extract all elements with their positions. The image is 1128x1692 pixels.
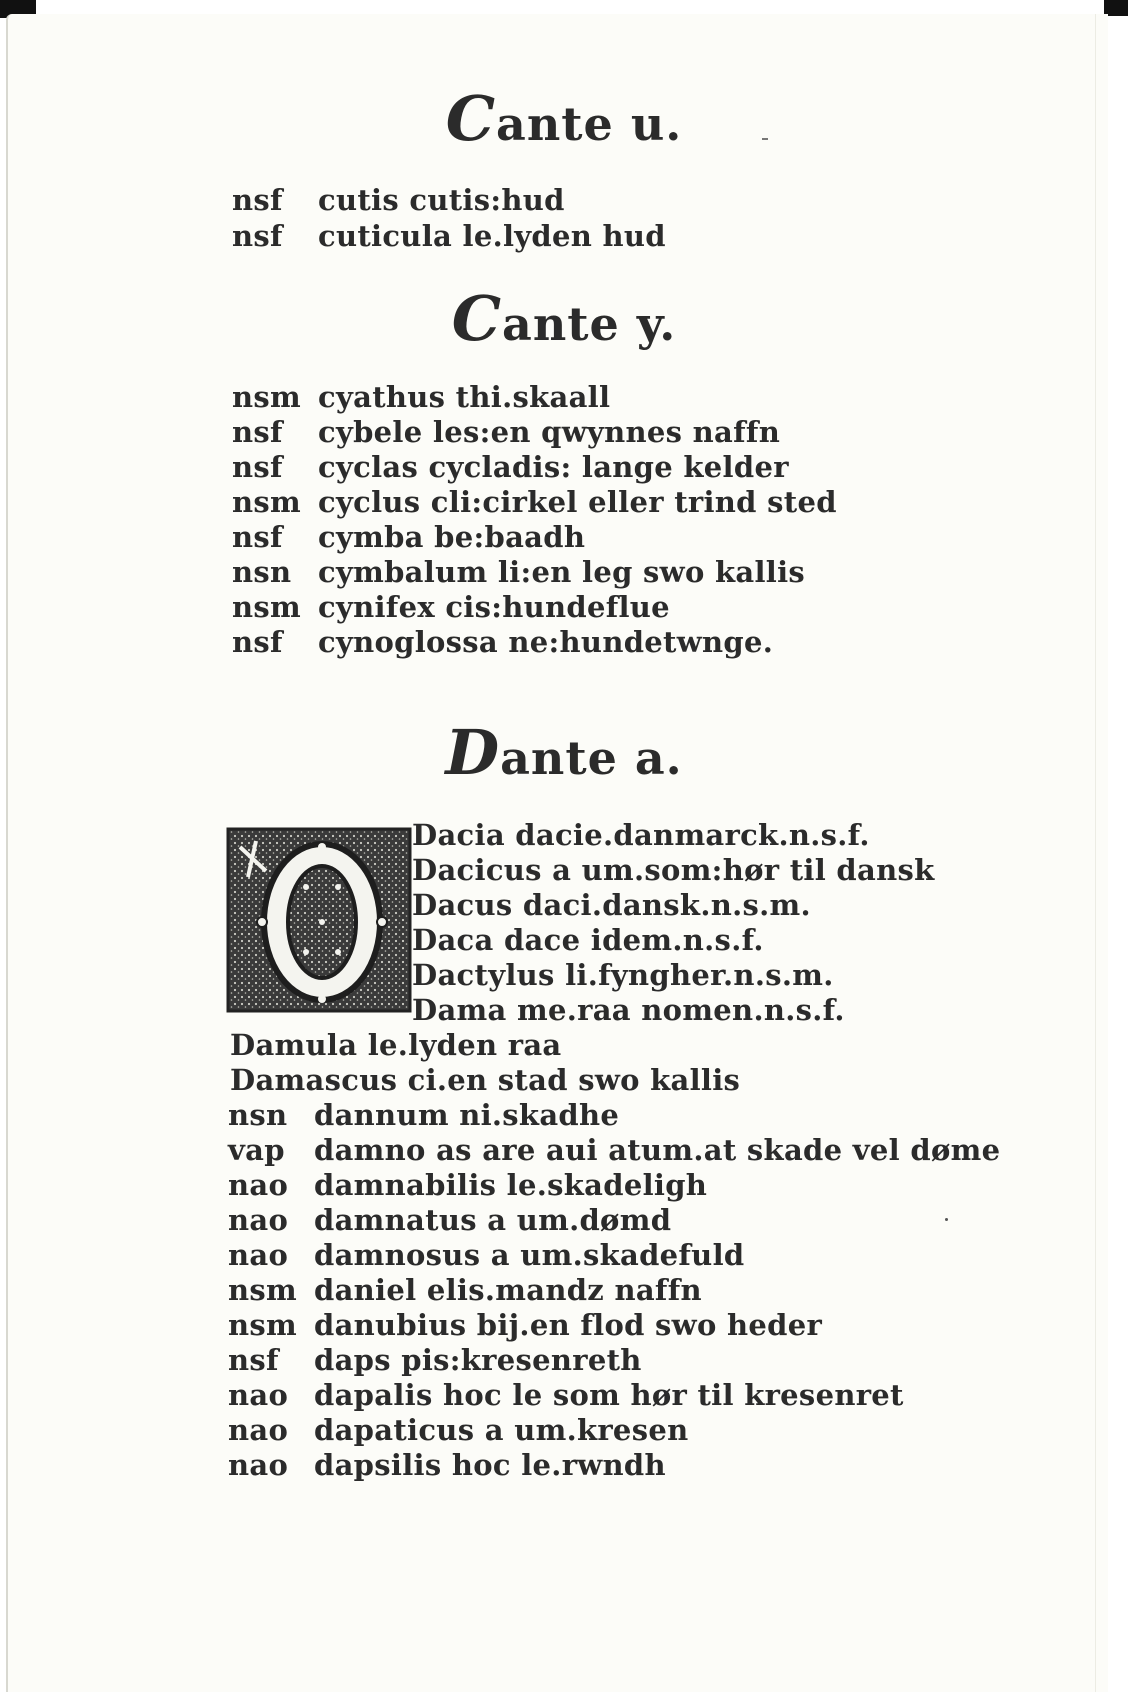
section-heading-d-ante-a [0, 716, 1128, 789]
list-item [412, 923, 764, 957]
list-item [228, 1343, 642, 1377]
list-item [232, 625, 773, 659]
decorated-initial-d [226, 827, 412, 1013]
grammar-code: nsf [232, 520, 283, 554]
grammar-code: nsn [228, 1098, 288, 1132]
entry-text: cuticula le.lyden hud [318, 219, 666, 253]
entry-text: Damascus ci.en stad swo kallis [230, 1063, 741, 1097]
entry-text: Dacia dacie.danmarck.n.s.f. [412, 818, 870, 852]
list-item [232, 415, 780, 449]
grammar-code: nsm [232, 380, 301, 414]
grammar-code: nsf [232, 219, 283, 253]
entry-text: Dama me.raa nomen.n.s.f. [412, 993, 845, 1027]
list-item [228, 1448, 666, 1482]
entry-text: damnabilis le.skadeligh [314, 1168, 708, 1202]
entry-text: cymba be:baadh [318, 520, 586, 554]
entry-text: dapsilis hoc le.rwndh [314, 1448, 666, 1482]
list-item [228, 1413, 688, 1447]
list-item [228, 1133, 1000, 1167]
list-item [232, 485, 837, 519]
grammar-code: nsn [232, 555, 292, 589]
list-item [412, 958, 834, 992]
list-item [232, 450, 789, 484]
entry-text: dapaticus a um.kresen [314, 1413, 689, 1447]
grammar-code: nsf [232, 625, 283, 659]
grammar-code: nsf [232, 450, 283, 484]
grammar-code: nsm [232, 590, 301, 624]
list-item [228, 1168, 707, 1202]
section-heading-c-ante-y [0, 282, 1128, 355]
entry-text: daniel elis.mandz naffn [314, 1273, 702, 1307]
entry-text: damno as are aui atum.at skade vel døme [314, 1133, 1001, 1167]
entry-text: dapalis hoc le som hør til kresenret [314, 1378, 904, 1412]
entry-text: Dactylus li.fyngher.n.s.m. [412, 958, 834, 992]
entry-text: Dacicus a um.som:hør til dansk [412, 853, 935, 887]
list-item [228, 1238, 744, 1272]
list-item [228, 1273, 702, 1307]
list-item [228, 1203, 671, 1237]
entry-text: Daca dace idem.n.s.f. [412, 923, 764, 957]
list-item [228, 1378, 904, 1412]
entry-text: cyathus thi.skaall [318, 380, 611, 414]
grammar-code: nao [228, 1168, 289, 1202]
entry-text: daps pis:kresenreth [314, 1343, 642, 1377]
heading-initial: C [451, 282, 503, 355]
grammar-code: nsf [228, 1343, 279, 1377]
grammar-code: nao [228, 1238, 289, 1272]
entry-text: danubius bij.en flod swo heder [314, 1308, 823, 1342]
list-item [232, 183, 565, 217]
heading-initial: D [445, 716, 501, 789]
entry-text: cyclus cli:cirkel eller trind sted [318, 485, 837, 519]
list-item [412, 888, 811, 922]
page-edge [1095, 14, 1096, 1692]
entry-text: cyclas cycladis: lange kelder [318, 450, 789, 484]
heading-text: ante y. [502, 297, 677, 351]
grammar-code: nao [228, 1448, 289, 1482]
section-heading-c-ante-u [0, 82, 1128, 155]
grammar-code: nsm [232, 485, 301, 519]
ink-speck [945, 1218, 948, 1221]
list-item [232, 590, 670, 624]
heading-initial: C [445, 82, 497, 155]
entry-text: dannum ni.skadhe [314, 1098, 620, 1132]
entry-text: cymbalum li:en leg swo kallis [318, 555, 806, 589]
grammar-code: nsm [228, 1273, 297, 1307]
entry-text: Damula le.lyden raa [230, 1028, 562, 1062]
list-item [228, 1098, 619, 1132]
entry-text: cynoglossa ne:hundetwnge. [318, 625, 774, 659]
entry-text: cutis cutis:hud [318, 183, 565, 217]
entry-text: cynifex cis:hundeflue [318, 590, 670, 624]
entry-text: Dacus daci.dansk.n.s.m. [412, 888, 811, 922]
list-item [230, 1028, 562, 1062]
grammar-code: nsf [232, 183, 283, 217]
heading-text: ante a. [500, 731, 683, 785]
list-item [412, 993, 845, 1027]
list-item [228, 1308, 822, 1342]
list-item [232, 520, 585, 554]
list-item [232, 380, 610, 414]
grammar-code: vap [228, 1133, 285, 1167]
grammar-code: nao [228, 1203, 289, 1237]
grammar-code: nsm [228, 1308, 297, 1342]
grammar-code: nao [228, 1378, 289, 1412]
list-item [230, 1063, 740, 1097]
entry-text: cybele les:en qwynnes naffn [318, 415, 781, 449]
grammar-code: nsf [232, 415, 283, 449]
list-item [232, 219, 666, 253]
list-item [412, 818, 870, 852]
list-item [232, 555, 805, 589]
heading-text: ante u. [496, 97, 683, 151]
list-item [412, 853, 935, 887]
entry-text: damnatus a um.dømd [314, 1203, 672, 1237]
entry-text: damnosus a um.skadefuld [314, 1238, 745, 1272]
grammar-code: nao [228, 1413, 289, 1447]
